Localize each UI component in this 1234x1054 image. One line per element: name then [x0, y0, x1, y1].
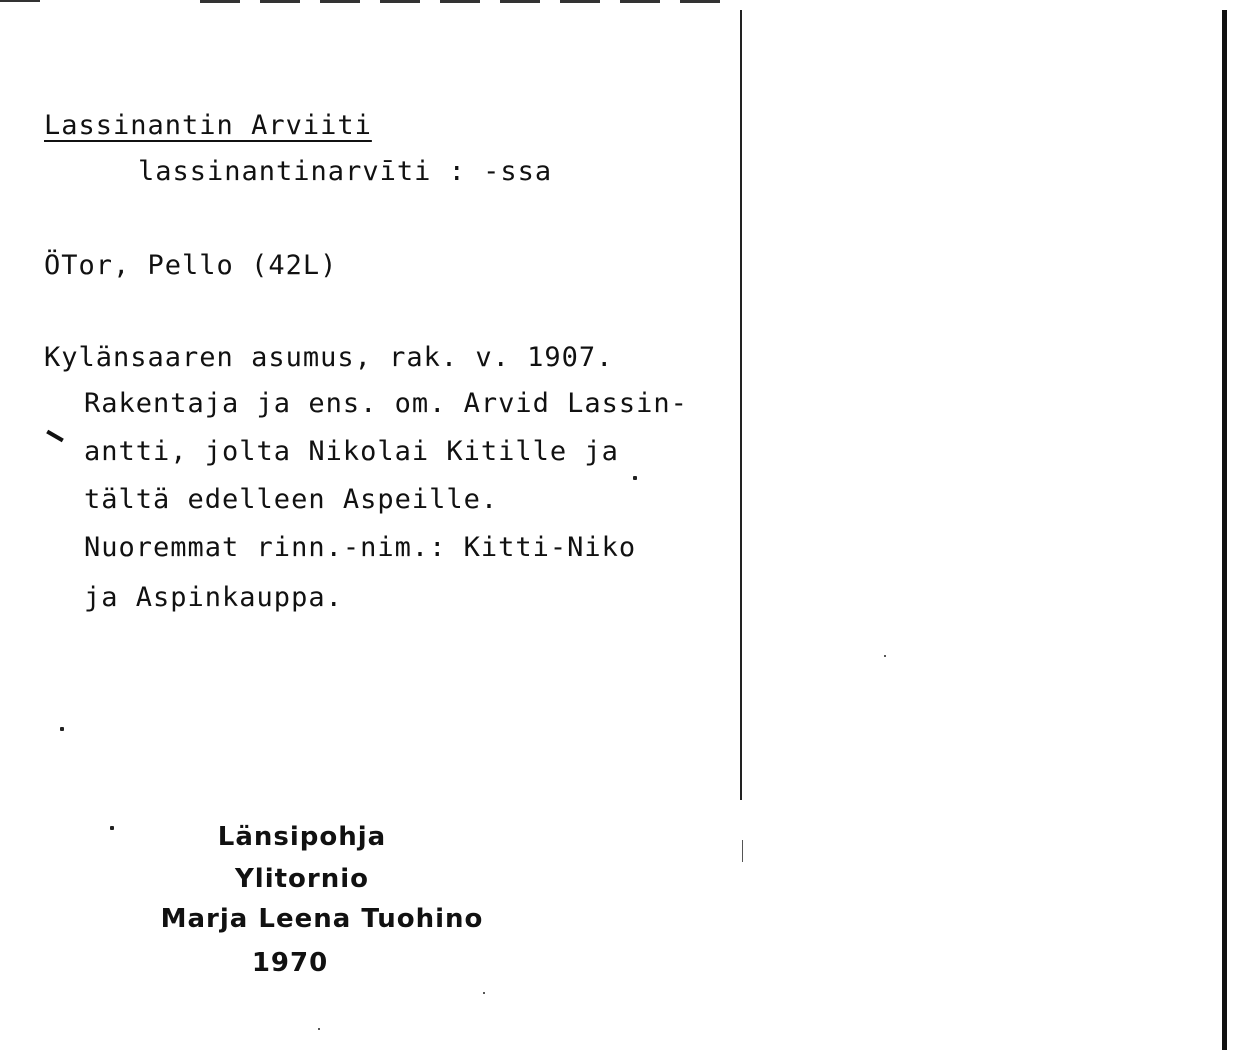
- stamp-year: 1970: [251, 948, 329, 978]
- body-line-5: Nuoremmat rinn.-nim.: Kitti-Niko: [84, 532, 637, 563]
- stamp-collector: Marja Leena Tuohino: [160, 904, 484, 934]
- body-line-3: antti, jolta Nikolai Kitille ja: [84, 436, 619, 467]
- top-edge-mark: [200, 0, 740, 3]
- speck: [60, 727, 64, 731]
- card-edge-line: [740, 10, 742, 800]
- stamp-parish: Ylitornio: [234, 864, 370, 894]
- body-line-1: Kylänsaaren asumus, rak. v. 1907.: [44, 342, 614, 373]
- body-line-2: Rakentaja ja ens. om. Arvid Lassin-: [84, 388, 688, 419]
- speck: [110, 826, 114, 830]
- top-edge-mark-left: [0, 0, 40, 2]
- stamp-region: Länsipohja: [217, 822, 387, 852]
- speck: [483, 992, 485, 994]
- location: ÖTor, Pello (42L): [44, 250, 338, 281]
- body-line-6: ja Aspinkauppa.: [84, 582, 343, 613]
- margin-mark: [46, 430, 64, 442]
- phonetic-form: lassinantinarvīti : -ssa: [138, 156, 553, 187]
- card-edge-fragment: [742, 840, 743, 862]
- body-line-4: tältä edelleen Aspeille.: [84, 484, 499, 515]
- speck: [884, 655, 886, 657]
- headword: Lassinantin Arviiti: [44, 110, 372, 141]
- speck: [633, 476, 637, 480]
- scan-edge-line: [1222, 10, 1227, 1050]
- speck: [318, 1028, 320, 1030]
